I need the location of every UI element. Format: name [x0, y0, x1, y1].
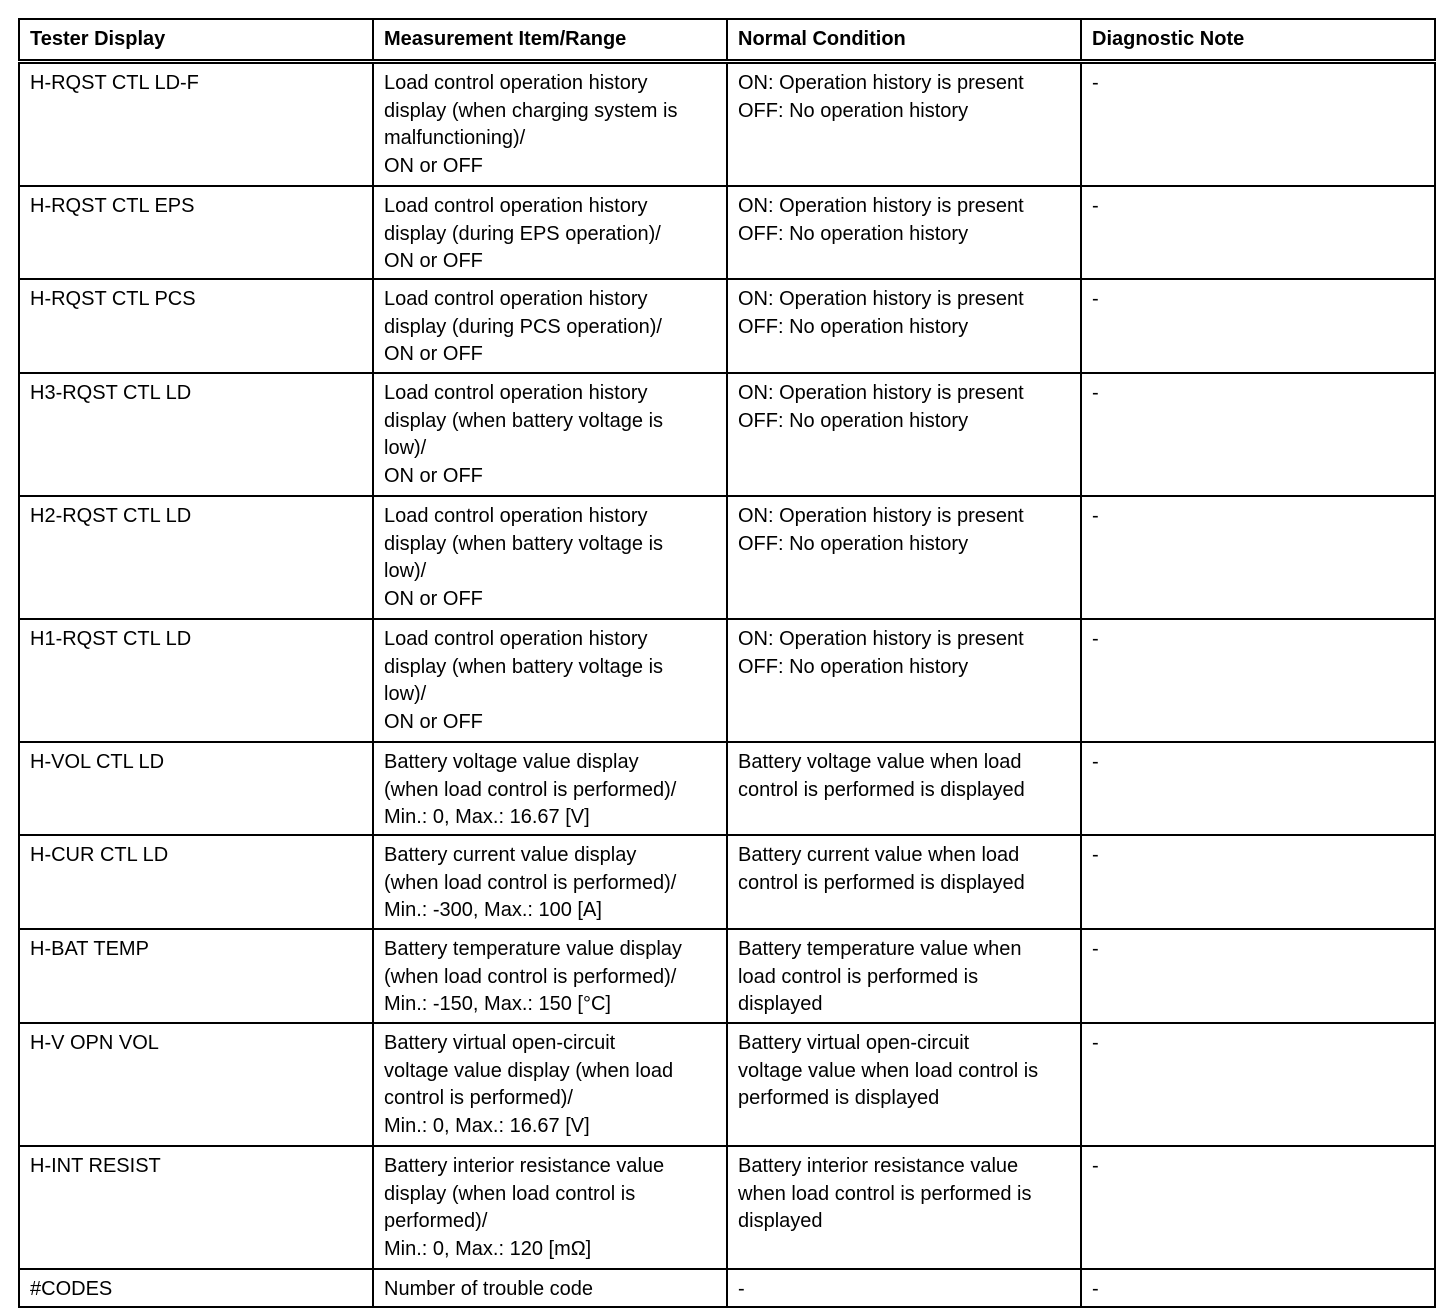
normal-condition-cell: ON: Operation history is present OFF: No operation history [727, 496, 1081, 619]
normal-condition-cell: Battery interior resistance value when load control is performed is displayed [727, 1146, 1081, 1269]
tester-display-cell: H-INT RESIST [19, 1146, 373, 1269]
diagnostic-note-cell: - [1081, 1269, 1435, 1307]
diagnostic-note-cell: - [1081, 62, 1435, 187]
normal-condition-cell: ON: Operation history is present OFF: No operation history [727, 619, 1081, 742]
header-measurement-item: Measurement Item/Range [373, 19, 727, 62]
table-row [19, 1269, 1435, 1307]
measurement-item-cell: Number of trouble code [373, 1269, 727, 1307]
diagnostic-note-cell: - [1081, 186, 1435, 279]
header-row [19, 19, 1435, 62]
diagnostic-note-cell: - [1081, 1146, 1435, 1269]
tester-display-cell: H-RQST CTL EPS [19, 186, 373, 279]
table-row [19, 742, 1435, 835]
normal-condition-cell: Battery virtual open-circuit voltage value when load control is performed is displayed [727, 1023, 1081, 1146]
diagnostic-note-cell: - [1081, 835, 1435, 929]
normal-condition-cell: - [727, 1269, 1081, 1307]
table-row [19, 835, 1435, 929]
tester-display-cell: H3-RQST CTL LD [19, 373, 373, 496]
tester-display-cell: H-VOL CTL LD [19, 742, 373, 835]
diagnostic-note-cell: - [1081, 619, 1435, 742]
measurement-item-cell: Battery interior resistance value display (when load control is performed)/ Min.: 0, Max.: 120 [mΩ] [373, 1146, 727, 1269]
header-normal-condition: Normal Condition [727, 19, 1081, 62]
table-row [19, 619, 1435, 742]
normal-condition-cell: ON: Operation history is present OFF: No operation history [727, 186, 1081, 279]
tester-display-cell: H-V OPN VOL [19, 1023, 373, 1146]
diagnostic-note-cell: - [1081, 929, 1435, 1023]
diagnostic-note-cell: - [1081, 279, 1435, 373]
normal-condition-cell: ON: Operation history is present OFF: No operation history [727, 62, 1081, 187]
table-row [19, 62, 1435, 187]
diagnostic-note-cell: - [1081, 1023, 1435, 1146]
measurement-item-cell: Battery virtual open-circuit voltage value display (when load control is performed)/ Min.: 0, Max.: 16.67 [V] [373, 1023, 727, 1146]
table-row [19, 373, 1435, 496]
header-diagnostic-note: Diagnostic Note [1081, 19, 1435, 62]
measurement-item-cell: Load control operation history display (during PCS operation)/ ON or OFF [373, 279, 727, 373]
measurement-item-cell: Battery temperature value display (when load control is performed)/ Min.: -150, Max.: 150 [°C] [373, 929, 727, 1023]
measurement-item-cell: Load control operation history display (when battery voltage is low)/ ON or OFF [373, 373, 727, 496]
data-list-table [18, 18, 1436, 1308]
measurement-item-cell: Load control operation history display (when charging system is malfunctioning)/ ON or OFF [373, 62, 727, 187]
tester-display-cell: H1-RQST CTL LD [19, 619, 373, 742]
tester-display-cell: H2-RQST CTL LD [19, 496, 373, 619]
normal-condition-cell: Battery voltage value when load control is performed is displayed [727, 742, 1081, 835]
normal-condition-cell: ON: Operation history is present OFF: No operation history [727, 279, 1081, 373]
tester-display-cell: #CODES [19, 1269, 373, 1307]
tester-display-cell: H-CUR CTL LD [19, 835, 373, 929]
table-row [19, 1023, 1435, 1146]
table-row [19, 496, 1435, 619]
normal-condition-cell: Battery current value when load control is performed is displayed [727, 835, 1081, 929]
normal-condition-cell: ON: Operation history is present OFF: No operation history [727, 373, 1081, 496]
tester-display-cell: H-RQST CTL LD-F [19, 62, 373, 187]
tester-display-cell: H-RQST CTL PCS [19, 279, 373, 373]
measurement-item-cell: Load control operation history display (when battery voltage is low)/ ON or OFF [373, 619, 727, 742]
diagnostic-note-cell: - [1081, 373, 1435, 496]
table-row [19, 279, 1435, 373]
table-row [19, 929, 1435, 1023]
measurement-item-cell: Load control operation history display (when battery voltage is low)/ ON or OFF [373, 496, 727, 619]
normal-condition-cell: Battery temperature value when load control is performed is displayed [727, 929, 1081, 1023]
diagnostic-note-cell: - [1081, 742, 1435, 835]
table-row [19, 186, 1435, 279]
measurement-item-cell: Battery voltage value display (when load control is performed)/ Min.: 0, Max.: 16.67 [V] [373, 742, 727, 835]
header-tester-display: Tester Display [19, 19, 373, 62]
diagnostic-note-cell: - [1081, 496, 1435, 619]
tester-display-cell: H-BAT TEMP [19, 929, 373, 1023]
table-row [19, 1146, 1435, 1269]
measurement-item-cell: Battery current value display (when load control is performed)/ Min.: -300, Max.: 100 [A] [373, 835, 727, 929]
measurement-item-cell: Load control operation history display (during EPS operation)/ ON or OFF [373, 186, 727, 279]
